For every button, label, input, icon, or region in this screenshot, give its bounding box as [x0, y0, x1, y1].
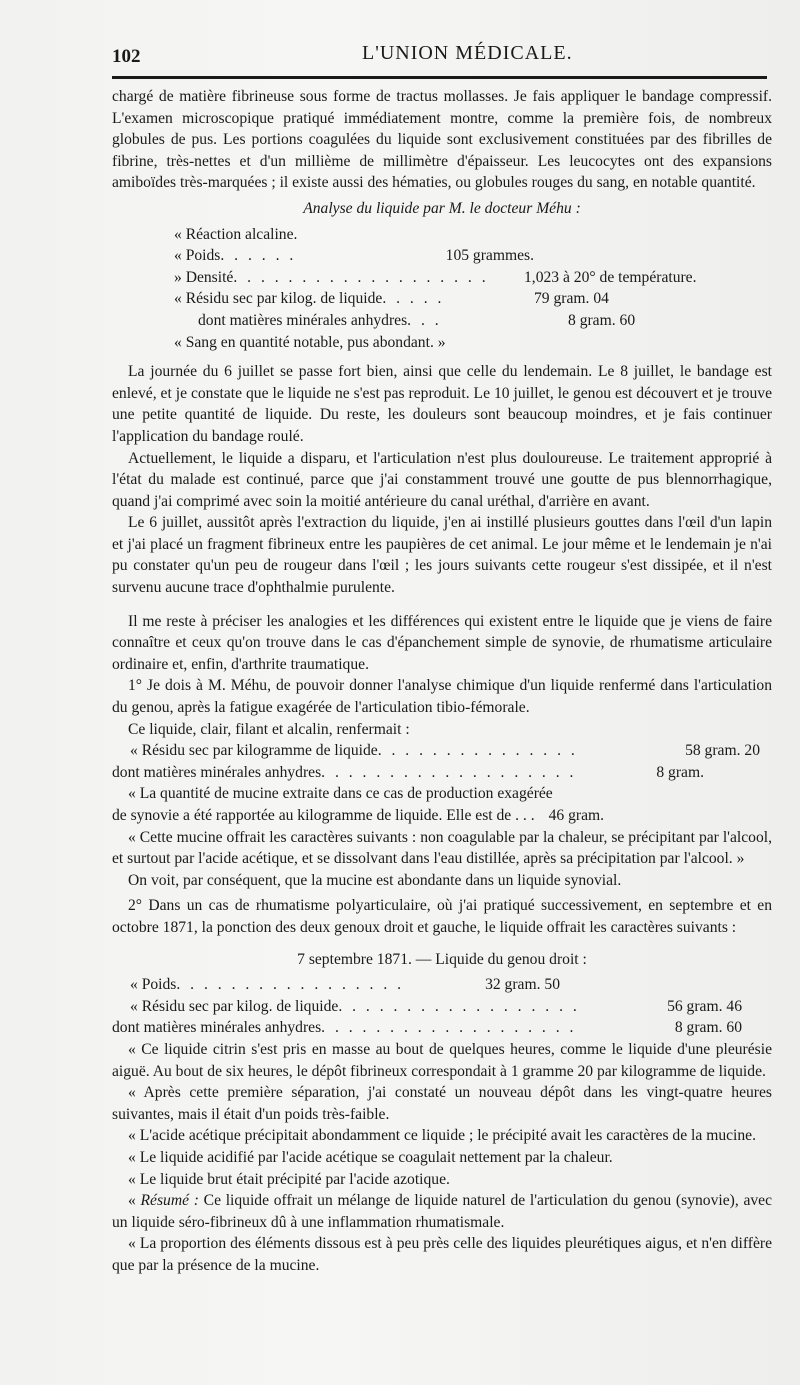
page-body	[112, 86, 772, 1276]
paragraph-3: Actuellement, le liquide a disparu, et l'articulation n'est plus douloureuse. Le traitement approprié à l'état du malade est continué, parce que j'ai constamment trouvé une goutte de pus blennorrhagique, quand j'ai comprimé avec soin la moitié antérieure du canal uréthal, d'arrière en avant.	[112, 449, 772, 510]
mucine-row: de synovie a été rapportée au kilogramme de liquide. Elle est de . . . 46 gram.	[112, 807, 605, 824]
analysis-item: « Réaction alcaline.	[174, 225, 298, 243]
quote-7: « La proportion des éléments dissous est à peu près celle des liquides pleurétiques aigus, et n'en diffère que par la présence de la mucine.	[112, 1235, 772, 1274]
paragraph-4: Le 6 juillet, aussitôt après l'extraction du liquide, j'en ai instillé plusieurs gouttes dans l'œil d'un lapin et j'ai placé un fragment fibrineux entre les paupières de cet animal. Le jour même et le lendemain je n'ai pu constater qu'un peu de rougeur dans l'œil ; les jours suivants cette rougeur s'est dissipée, et il n'est survenu aucune trace d'ophthalmie purulente.	[112, 514, 772, 597]
analysis-item: « Résidu sec par kilog. de liquide . . . . . 79 gram. 04	[174, 290, 609, 308]
analysis-item: » Densité . . . . . . . . . . . . . . . . . . . 1,023 à 20° de température.	[174, 268, 697, 286]
analysis-list	[112, 224, 734, 354]
paragraph-2: La journée du 6 juillet se passe fort bien, ainsi que celle du lendemain. Le 8 juillet, le bandage est enlevé, et je constate que le liquide ne s'est pas reproduit. Le 10 juillet, le genou est découvert et je trouve une petite quantité de liquide. Du reste, les douleurs sont beaucoup moindres, et je fais continuer l'application du bandage roulé.	[112, 363, 772, 445]
quote-1: « Ce liquide citrin s'est pris en masse au bout de quelques heures, comme le liquide d'une pleurésie aiguë. Au bout de six heures, le dépôt fibrineux correspondait à 1 gramme 20 par kilogramme de liquide.	[112, 1040, 772, 1080]
quote-2: « Après cette première séparation, j'ai constaté un nouveau dépôt dans les vingt-quatre heures suivantes, mais il était d'un poids très-faible.	[112, 1084, 772, 1123]
paragraph-9: « Cette mucine offrait les caractères suivants : non coagulable par la chaleur, se précipitant par l'alcool, et surtout par l'acide acétique, et se dissolvant dans l'eau distillée, après sa précipitation par l'alcool. »	[112, 828, 772, 868]
subheading: 7 septembre 1871. — Liquide du genou droit :	[297, 950, 587, 968]
residu-row-1: « Résidu sec par kilogramme de liquide . . . . . . . . . . . . . . . 58 gram. 20	[130, 742, 760, 760]
paragraph-1: chargé de matière fibrineuse sous forme de tractus mollasses. Je fais appliquer le bandage compressif. L'examen microscopique pratiqué immédiatement montre, comme la première fois, de nombreux globules de pus. Les portions coagulées du liquide sont exclusivement constituées par des fibrilles de fibrine, très-nettes et d'un millième de millimètre d'épaisseur. Les leucocytes ont des expansions amiboïdes très-marquées ; il existe aussi des hématies, ou globules rouges du sang, en notable quantité.	[112, 88, 772, 192]
quote-3: « L'acide acétique précipitait abondamment ce liquide ; le précipité avait les caractères de la mucine.	[128, 1127, 756, 1145]
paragraph-8a: « La quantité de mucine extraite dans ce cas de production exagérée	[128, 785, 553, 803]
residu-row-2: « Résidu sec par kilog. de liquide . . . . . . . . . . . . . . . . . . 56 gram. 46	[130, 997, 742, 1015]
mineral-row-2: dont matières minérales anhydres . . . . . . . . . . . . . . . . . . . 8 gram. 60	[112, 1019, 742, 1037]
mineral-row-1: dont matières minérales anhydres . . . . . . . . . . . . . . . . . . . 8 gram.	[112, 763, 704, 781]
running-title: L'UNION MÉDICALE.	[362, 42, 573, 64]
paragraph-11: 2° Dans un cas de rhumatisme polyarticulaire, où j'ai pratiqué successivement, en septembre et en octobre 1871, la ponction des deux genoux droit et gauche, le liquide offrait les caractères suivants :	[112, 897, 772, 936]
resume-label: Résumé :	[140, 1192, 199, 1210]
paragraph-6: 1° Je dois à M. Méhu, de pouvoir donner l'analyse chimique d'un liquide renfermé dans l'articulation du genou, après la fatigue exagérée de l'articulation tibio-fémorale.	[112, 677, 772, 717]
header-rule	[112, 76, 767, 79]
paragraph-7: Ce liquide, clair, filant et alcalin, renfermait :	[128, 720, 410, 738]
analysis-item: « Sang en quantité notable, pus abondant. »	[174, 333, 446, 351]
paragraph-5: Il me reste à préciser les analogies et les différences qui existent entre le liquide que je viens de faire connaître et ceux qu'on trouve dans le cas d'épanchement simple de synovie, de rhumatisme articulaire ordinaire et, enfin, d'arthrite traumatique.	[112, 612, 772, 673]
quote-4: « Le liquide acidifié par l'acide acétique se coagulait nettement par la chaleur.	[128, 1148, 613, 1166]
page-number: 102	[112, 46, 141, 67]
analysis-item: « Poids . . . . . . 105 grammes.	[174, 247, 534, 265]
analysis-title: Analyse du liquide par M. le docteur Méhu :	[303, 199, 581, 217]
quote-5: « Le liquide brut était précipité par l'acide azotique.	[128, 1170, 450, 1188]
quote-6: « Résumé : Ce liquide offrait un mélange de liquide naturel de l'articulation du genou (synovie), avec un liquide séro-fibrineux dû à une inflammation rhumatismale.	[112, 1192, 773, 1231]
page-header	[112, 40, 762, 74]
poids-row-2: « Poids . . . . . . . . . . . . . . . . . 32 gram. 50	[130, 976, 560, 994]
paragraph-10: On voit, par conséquent, que la mucine est abondante dans un liquide synovial.	[128, 871, 622, 889]
analysis-item: dont matières minérales anhydres . . . 8 gram. 60	[198, 311, 636, 329]
spacer	[112, 599, 772, 611]
